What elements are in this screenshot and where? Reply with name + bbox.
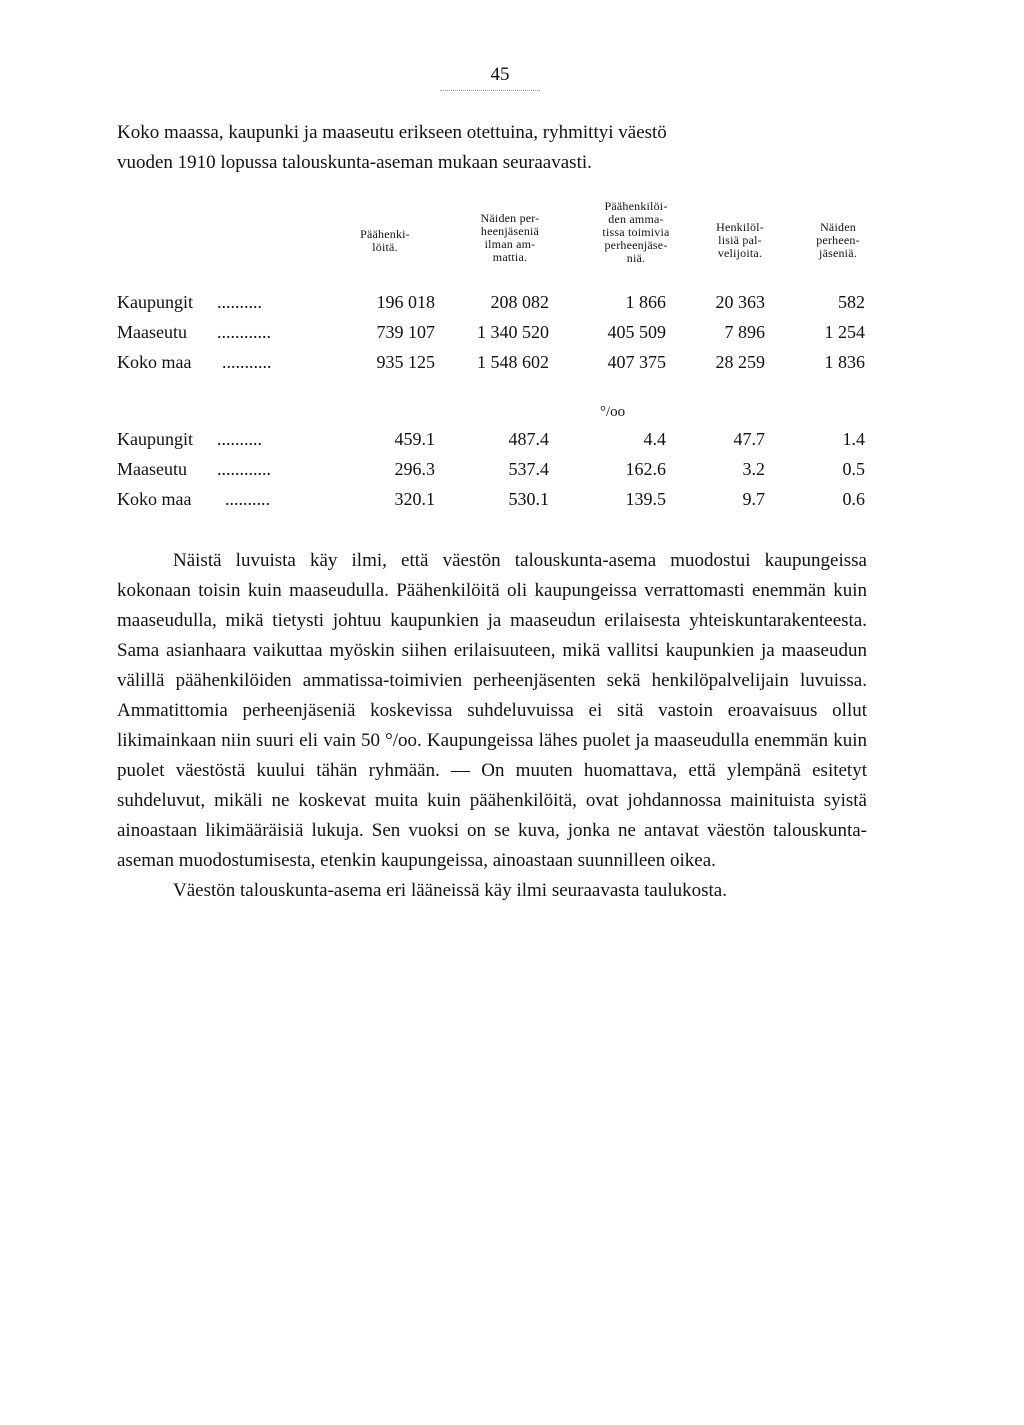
header-line: tissa toimivia	[602, 225, 670, 239]
table-cell: 1 254	[824, 322, 865, 342]
table-cell: 47.7	[733, 429, 765, 449]
header-line: ilman am-	[484, 237, 536, 251]
header-line: Näiden	[820, 220, 856, 234]
page-number-rule	[440, 90, 540, 91]
header-line: lisiä pal-	[718, 233, 762, 247]
row-label: Koko maa	[117, 352, 192, 372]
header-line: den amma-	[608, 212, 664, 226]
table-row	[117, 454, 867, 484]
table-cell: 407 375	[607, 352, 666, 372]
intro-line-1: Koko maassa, kaupunki ja maaseutu erikseen otettuina, ryhmittyi väestö	[117, 122, 667, 143]
table-cell: 4.4	[643, 429, 666, 449]
header-line: perheen-	[816, 233, 860, 247]
header-line: velijoita.	[717, 246, 763, 260]
table-cell: 1 340 520	[477, 322, 549, 342]
row-dots: ...........	[222, 352, 272, 372]
table-row	[117, 317, 867, 347]
row-dots: ..........	[217, 429, 262, 449]
header-line: jäseniä.	[819, 246, 857, 260]
intro-text	[117, 118, 877, 178]
intro-line-2: vuoden 1910 lopussa talouskunta-aseman mukaan seuraavasti.	[117, 152, 592, 173]
table-cell: 139.5	[625, 489, 666, 509]
table-cell: 739 107	[376, 322, 435, 342]
table-cell: 320.1	[394, 489, 435, 509]
column-header-4	[695, 221, 785, 260]
column-header-1	[345, 228, 425, 254]
row-dots: ..........	[217, 292, 262, 312]
table-cell: 296.3	[394, 459, 435, 479]
header-line: niä.	[626, 251, 646, 265]
header-line: Henkilöl-	[716, 220, 764, 234]
table-cell: 487.4	[508, 429, 549, 449]
table-cell: 3.2	[742, 459, 765, 479]
page-number: 45	[490, 64, 510, 85]
header-line: Päähenkilöi-	[604, 199, 668, 213]
table-cell: 196 018	[376, 292, 435, 312]
column-header-5	[798, 221, 878, 260]
body-text	[117, 546, 867, 906]
table-cell: 7 896	[724, 322, 765, 342]
table-cell: 20 363	[715, 292, 765, 312]
column-header-2	[455, 212, 565, 264]
table-cell: 935 125	[376, 352, 435, 372]
row-label: Kaupungit	[117, 292, 193, 312]
table-row	[117, 347, 867, 377]
table-row	[117, 484, 867, 514]
table-cell: 162.6	[625, 459, 666, 479]
table-row	[117, 287, 867, 317]
table-cell: 1.4	[842, 429, 865, 449]
row-label: Maaseutu	[117, 322, 187, 342]
table-cell: 1 548 602	[477, 352, 549, 372]
header-line: mattia.	[492, 250, 528, 264]
table-cell: 0.6	[842, 489, 865, 509]
column-header-3	[580, 200, 692, 265]
table-cell: 459.1	[394, 429, 435, 449]
header-line: heenjäseniä	[480, 224, 540, 238]
row-label: Maaseutu	[117, 459, 187, 479]
row-dots: ............	[217, 459, 271, 479]
table-cell: 1 866	[625, 292, 666, 312]
table-cell: 9.7	[742, 489, 765, 509]
header-line: löitä.	[372, 240, 398, 254]
row-dots: ..........	[225, 489, 270, 509]
paragraph: Väestön talouskunta-asema eri lääneissä käy ilmi seuraavasta taulukosta.	[173, 880, 727, 901]
header-line: Näiden per-	[480, 211, 540, 225]
table-cell: 28 259	[715, 352, 765, 372]
table-cell: 582	[838, 292, 865, 312]
row-label: Kaupungit	[117, 429, 193, 449]
table-row	[117, 424, 867, 454]
paragraph: Näistä luvuista käy ilmi, että väestön talouskunta-asema muodostui kaupungeissa kokonaan toisin kuin maaseudulla. Päähenkilöitä oli kaupungeissa verrattomasti enemmän kuin maaseudulla, mikä tietysti johtuu kaupunkien ja maaseudun erilaisesta yhteiskuntarakenteesta. Sama asianhaara vaikuttaa myöskin siihen erilaisuuteen, mikä vallitsi kaupunkien ja maaseudun välillä päähenkilöiden ammatissa-toimivien perheenjäsenten sekä henkilöpalvelijain luvuissa. Ammatittomia perheenjäseniä koskevissa suhdeluvuissa ei sitä vastoin eroavaisuus ollut likimainkaan niin suuri eli vain 50 °/oo. Kaupungeissa lähes puolet ja maaseudulla enemmän kuin puolet väestöstä kuului tähän ryhmään. — On muuten huomattava, että ylempänä esitetyt suhdeluvut, mikäli ne koskevat muita kuin päähenkilöitä, ovat johdannossa mainituista syistä ainoastaan likimääräisiä lukuja. Sen vuoksi on se kuva, jonka ne antavat väestön talouskunta-aseman muodostumisesta, etenkin kaupungeissa, ainoastaan suunnilleen oikea.	[117, 550, 867, 871]
table-cell: 208 082	[490, 292, 549, 312]
table-cell: 405 509	[607, 322, 666, 342]
header-line: Päähenki-	[360, 227, 410, 241]
permille-unit: °/oo	[600, 404, 626, 420]
table-cell: 537.4	[508, 459, 549, 479]
table-cell: 1 836	[824, 352, 865, 372]
table-cell: 0.5	[842, 459, 865, 479]
table-cell: 530.1	[508, 489, 549, 509]
row-dots: ............	[217, 322, 271, 342]
row-label: Koko maa	[117, 489, 192, 509]
header-line: perheenjäse-	[604, 238, 668, 252]
